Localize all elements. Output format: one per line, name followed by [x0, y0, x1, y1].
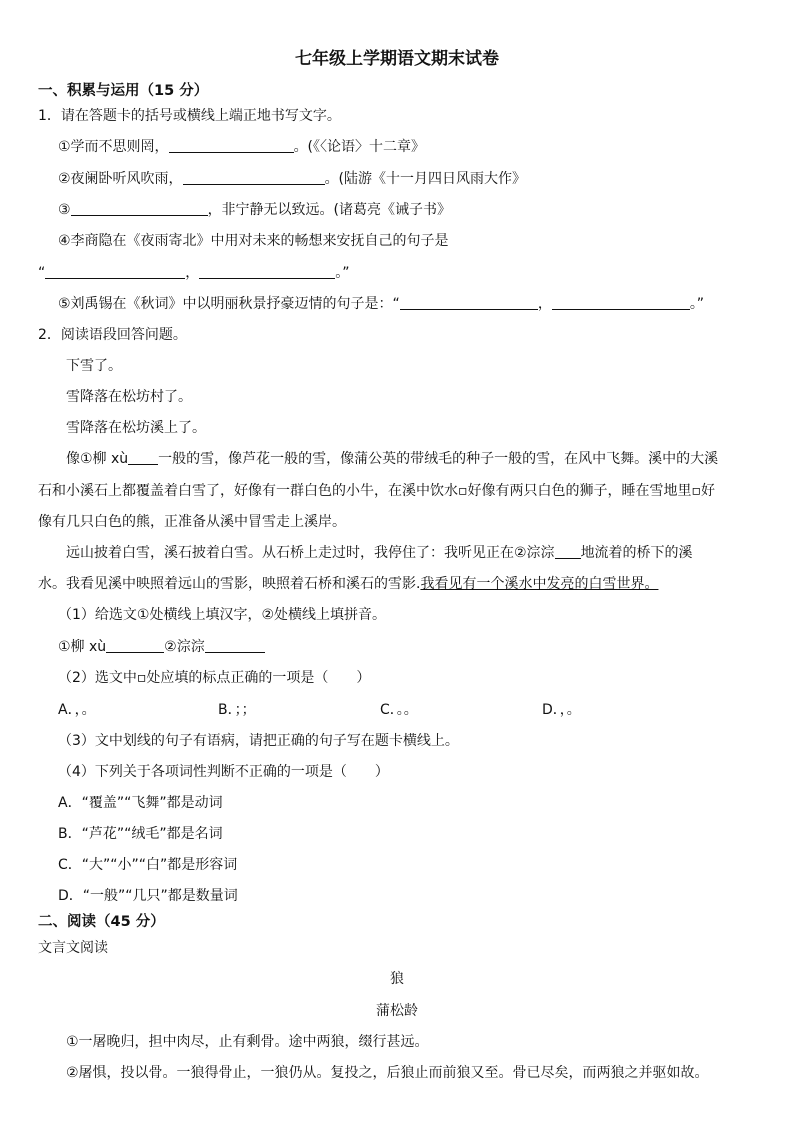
q1-item-1: [58, 138, 425, 156]
q1-item-5-pre: ⑤刘禹锡在《秋词》中以明丽秋景抒豪迈情的句子是：“: [58, 296, 400, 312]
option-a[interactable]: A．，。: [58, 702, 96, 718]
answer-blank[interactable]: [128, 450, 158, 465]
passage-text: 远山披着白雪，溪石披着白雪。从石桥上走过时，我停住了：我听见正在②淙淙: [66, 545, 555, 561]
passage-paragraph: [66, 450, 718, 468]
option-b[interactable]: B．“芦花”“绒毛”都是名词: [58, 826, 223, 842]
passage-paragraph: [66, 544, 693, 562]
classical-paragraph: ②屠惧，投以骨。一狼得骨止，一狼仍从。复投之，后狼止而前狼又至。骨已尽矣，而两狼之并驱如故。: [66, 1065, 709, 1081]
question-1-stem: 1．请在答题卡的括号或横线上端正地书写文字。: [38, 108, 341, 124]
option-c[interactable]: C．“大”“小”“白”都是形容词: [58, 857, 238, 873]
answer-blank[interactable]: [205, 638, 265, 653]
q1-item-2-pre: ②夜阑卧听风吹雨，: [58, 171, 183, 187]
close-quote: 。”: [335, 265, 350, 281]
answer-blank[interactable]: [183, 170, 325, 185]
passage-paragraph: 雪降落在松坊溪上了。: [66, 420, 206, 436]
q1-item-2-post: 。(陆游《十一月四日风雨大作》: [324, 171, 527, 187]
q1-item-5: [58, 295, 704, 313]
sub-question-1-answers: [58, 638, 265, 656]
sub-question-1: （1）给选文①处横线上填汉字，②处横线上填拼音。: [58, 607, 387, 623]
option-d[interactable]: D．，。: [542, 702, 581, 718]
answer-blank[interactable]: [71, 201, 208, 216]
q1-item-3-pre: ③: [58, 202, 71, 218]
passage-line: 像有几只白色的熊，正准备从溪中冒雪走上溪岸。: [38, 514, 346, 530]
answer-blank[interactable]: [552, 295, 690, 310]
answer-blank[interactable]: [199, 264, 335, 279]
open-quote: “: [38, 265, 46, 281]
option-b[interactable]: B．；；: [218, 702, 256, 718]
text-title: 狼: [390, 971, 404, 987]
q1-item-2: [58, 170, 526, 188]
passage-text: 水。我看见溪中映照着远山的雪影，映照着石桥和溪石的雪影.: [38, 576, 421, 592]
option-a[interactable]: A．“覆盖”“飞舞”都是动词: [58, 795, 223, 811]
sub-question-3: （3）文中划线的句子有语病，请把正确的句子写在题卡横线上。: [58, 733, 459, 749]
answer-blank[interactable]: [106, 638, 164, 653]
comma: ，: [537, 296, 552, 312]
section-2-heading: 二、阅读（45 分）: [38, 914, 165, 930]
q1-item-3: [58, 201, 451, 219]
passage-text: 像①柳 xù: [66, 451, 129, 467]
answer-blank[interactable]: [400, 295, 538, 310]
passage-paragraph: 雪降落在松坊村了。: [66, 389, 192, 405]
sub-question-4: （4）下列关于各项词性判断不正确的一项是（ ）: [58, 764, 389, 780]
q1-item-1-post: 。(《〈论语〉十二章》: [293, 139, 426, 155]
section-2-subheading: 文言文阅读: [38, 940, 108, 956]
answer-blank[interactable]: [169, 138, 294, 153]
comma: ，: [185, 265, 200, 281]
exam-title: 七年级上学期语文期末试卷: [295, 49, 499, 69]
classical-paragraph: ①一屠晚归，担中肉尽，止有剩骨。途中两狼，缀行甚远。: [66, 1034, 429, 1050]
q1-item-4-answer-line: [38, 264, 350, 282]
passage-paragraph: 下雪了。: [66, 358, 122, 374]
answer-blank[interactable]: [45, 264, 185, 279]
text-author: 蒲松龄: [376, 1003, 418, 1019]
question-2-stem: 2．阅读语段回答问题。: [38, 327, 187, 343]
passage-text: 一般的雪，像芦花一般的雪，像蒲公英的带绒毛的种子一般的雪，在风中飞舞。溪中的大溪: [158, 451, 719, 467]
answer-blank[interactable]: [555, 544, 581, 559]
option-d[interactable]: D．“一般”“几只”都是数量词: [58, 888, 238, 904]
option-c[interactable]: C．。。: [380, 702, 418, 718]
sub-question-2: （2）选文中▫处应填的标点正确的一项是（ ）: [58, 670, 371, 686]
q1-item-4: ④李商隐在《夜雨寄北》中用对未来的畅想来安抚自己的句子是: [58, 233, 449, 249]
answer-label: ②淙淙: [164, 639, 205, 655]
sub-question-2-options: [58, 701, 758, 719]
answer-label: ①柳 xù: [58, 639, 107, 655]
passage-line: 石和小溪石上都覆盖着白雪了，好像有一群白色的小牛，在溪中饮水▫好像有两只白色的狮子，睡在雪地里▫好: [38, 483, 715, 499]
q1-item-3-post: ，非宁静无以致远。(诸葛亮《诫子书》: [207, 202, 452, 218]
close-quote: 。”: [689, 296, 705, 312]
q1-item-1-pre: ①学而不思则罔，: [58, 139, 169, 155]
underlined-sentence: 我看见有一个溪水中发亮的白雪世界。: [420, 576, 659, 592]
section-1-heading: 一、积累与运用（15 分）: [38, 83, 209, 99]
passage-text: 地流着的桥下的溪: [580, 545, 693, 561]
passage-line: [38, 575, 658, 593]
